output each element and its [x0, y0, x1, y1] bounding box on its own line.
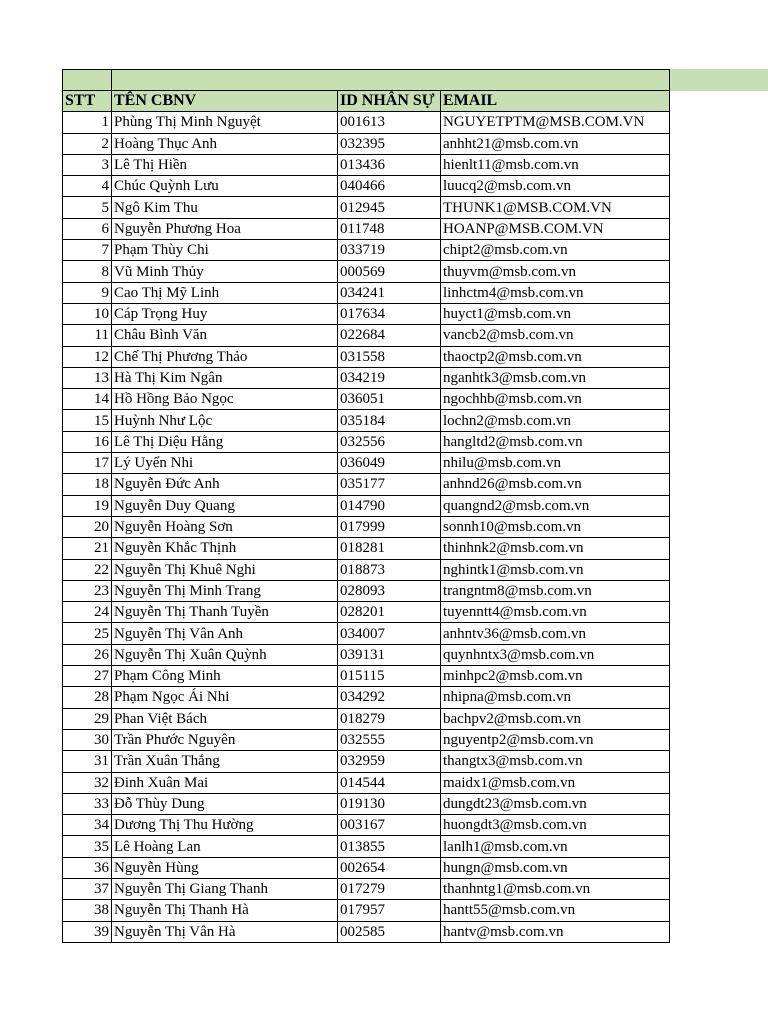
cell-name[interactable]: Đinh Xuân Mai: [112, 772, 338, 793]
cell-id[interactable]: 013855: [338, 836, 441, 857]
table-row: [63, 176, 670, 197]
cell-email[interactable]: thanhntg1@msb.com.vn: [441, 878, 670, 899]
table-row: [63, 389, 670, 410]
cell-email[interactable]: lochn2@msb.com.vn: [441, 410, 670, 431]
table-row: [63, 623, 670, 644]
cell-stt[interactable]: 23: [63, 580, 112, 601]
cell-email[interactable]: thaoctp2@msb.com.vn: [441, 346, 670, 367]
cell-email[interactable]: quangnd2@msb.com.vn: [441, 495, 670, 516]
cell-id[interactable]: 035184: [338, 410, 441, 431]
cell-name[interactable]: Nguyễn Hùng: [112, 857, 338, 878]
banner-cell-stt[interactable]: [63, 70, 112, 91]
table-row: [63, 367, 670, 388]
cell-stt[interactable]: 21: [63, 538, 112, 559]
cell-email[interactable]: anhht21@msb.com.vn: [441, 133, 670, 154]
cell-stt[interactable]: 28: [63, 687, 112, 708]
cell-id[interactable]: 033719: [338, 240, 441, 261]
cell-id[interactable]: 017957: [338, 900, 441, 921]
cell-stt[interactable]: 33: [63, 793, 112, 814]
cell-id[interactable]: 034241: [338, 282, 441, 303]
table-row: [63, 729, 670, 750]
cell-name[interactable]: Châu Bình Văn: [112, 325, 338, 346]
cell-id[interactable]: 028201: [338, 602, 441, 623]
cell-id[interactable]: 034219: [338, 367, 441, 388]
table-row: [63, 708, 670, 729]
cell-email[interactable]: nguyentp2@msb.com.vn: [441, 729, 670, 750]
cell-stt[interactable]: 2: [63, 133, 112, 154]
table-row: [63, 197, 670, 218]
cell-id[interactable]: 003167: [338, 815, 441, 836]
cell-stt[interactable]: 29: [63, 708, 112, 729]
cell-stt[interactable]: 20: [63, 516, 112, 537]
cell-name[interactable]: Hà Thị Kim Ngân: [112, 367, 338, 388]
cell-name[interactable]: Phạm Công Minh: [112, 666, 338, 687]
cell-name[interactable]: Nguyễn Khắc Thịnh: [112, 538, 338, 559]
cell-email[interactable]: nghintk1@msb.com.vn: [441, 559, 670, 580]
table-row: [63, 878, 670, 899]
cell-email[interactable]: lanlh1@msb.com.vn: [441, 836, 670, 857]
cell-stt[interactable]: 15: [63, 410, 112, 431]
table-row: [63, 559, 670, 580]
header-row: [63, 91, 670, 112]
table-row: [63, 431, 670, 452]
cell-name[interactable]: Trần Xuân Thắng: [112, 751, 338, 772]
cell-email[interactable]: quynhntx3@msb.com.vn: [441, 644, 670, 665]
cell-email[interactable]: huyct1@msb.com.vn: [441, 303, 670, 324]
table-row: [63, 261, 670, 282]
cell-email[interactable]: thinhnk2@msb.com.vn: [441, 538, 670, 559]
banner-row: [63, 70, 670, 91]
cell-email[interactable]: tuyenntt4@msb.com.vn: [441, 602, 670, 623]
cell-email[interactable]: bachpv2@msb.com.vn: [441, 708, 670, 729]
cell-stt[interactable]: 39: [63, 921, 112, 942]
cell-name[interactable]: Dương Thị Thu Hường: [112, 815, 338, 836]
cell-name[interactable]: Chúc Quỳnh Lưu: [112, 176, 338, 197]
cell-stt[interactable]: 14: [63, 389, 112, 410]
table-row: [63, 474, 670, 495]
cell-stt[interactable]: 17: [63, 453, 112, 474]
table-row: [63, 538, 670, 559]
table-row: [63, 133, 670, 154]
cell-id[interactable]: 034007: [338, 623, 441, 644]
cell-email[interactable]: dungdt23@msb.com.vn: [441, 793, 670, 814]
cell-email[interactable]: huongdt3@msb.com.vn: [441, 815, 670, 836]
cell-name[interactable]: Nguyễn Thị Vân Hà: [112, 921, 338, 942]
cell-stt[interactable]: 7: [63, 240, 112, 261]
cell-email[interactable]: NGUYETPTM@MSB.COM.VN: [441, 112, 670, 133]
cell-name[interactable]: Nguyễn Hoàng Sơn: [112, 516, 338, 537]
employee-table-body: [63, 70, 670, 943]
header-email[interactable]: EMAIL: [441, 91, 670, 112]
cell-email[interactable]: hungn@msb.com.vn: [441, 857, 670, 878]
header-id[interactable]: ID NHÂN SỰ: [338, 91, 441, 112]
cell-stt[interactable]: 37: [63, 878, 112, 899]
cell-name[interactable]: Đỗ Thùy Dung: [112, 793, 338, 814]
cell-stt[interactable]: 4: [63, 176, 112, 197]
cell-email[interactable]: anhntv36@msb.com.vn: [441, 623, 670, 644]
cell-email[interactable]: linhctm4@msb.com.vn: [441, 282, 670, 303]
cell-email[interactable]: anhnd26@msb.com.vn: [441, 474, 670, 495]
cell-stt[interactable]: 26: [63, 644, 112, 665]
cell-id[interactable]: 022684: [338, 325, 441, 346]
cell-email[interactable]: minhpc2@msb.com.vn: [441, 666, 670, 687]
table-row: [63, 836, 670, 857]
cell-name[interactable]: Nguyễn Thị Xuân Quỳnh: [112, 644, 338, 665]
cell-name[interactable]: Cáp Trọng Huy: [112, 303, 338, 324]
cell-id[interactable]: 015115: [338, 666, 441, 687]
table-row: [63, 112, 670, 133]
cell-name[interactable]: Nguyễn Đức Anh: [112, 474, 338, 495]
cell-id[interactable]: 019130: [338, 793, 441, 814]
table-row: [63, 154, 670, 175]
cell-id[interactable]: 032395: [338, 133, 441, 154]
table-row: [63, 410, 670, 431]
cell-stt[interactable]: 5: [63, 197, 112, 218]
cell-email[interactable]: hantt55@msb.com.vn: [441, 900, 670, 921]
table-row: [63, 921, 670, 942]
cell-email[interactable]: THUNK1@MSB.COM.VN: [441, 197, 670, 218]
cell-id[interactable]: 001613: [338, 112, 441, 133]
table-row: [63, 900, 670, 921]
cell-id[interactable]: 040466: [338, 176, 441, 197]
cell-email[interactable]: nhipna@msb.com.vn: [441, 687, 670, 708]
table-row: [63, 580, 670, 601]
table-row: [63, 346, 670, 367]
table-row: [63, 453, 670, 474]
cell-stt[interactable]: 18: [63, 474, 112, 495]
cell-stt[interactable]: 11: [63, 325, 112, 346]
table-row: [63, 772, 670, 793]
table-row: [63, 644, 670, 665]
cell-name[interactable]: Lê Thị Hiền: [112, 154, 338, 175]
cell-name[interactable]: Nguyễn Thị Minh Trang: [112, 580, 338, 601]
cell-id[interactable]: 012945: [338, 197, 441, 218]
cell-stt[interactable]: 22: [63, 559, 112, 580]
cell-name[interactable]: Cao Thị Mỹ Linh: [112, 282, 338, 303]
table-row: [63, 857, 670, 878]
cell-name[interactable]: Chế Thị Phương Thảo: [112, 346, 338, 367]
cell-id[interactable]: 034292: [338, 687, 441, 708]
table-row: [63, 303, 670, 324]
cell-id[interactable]: 017999: [338, 516, 441, 537]
table-row: [63, 495, 670, 516]
cell-name[interactable]: Phạm Thùy Chi: [112, 240, 338, 261]
cell-id[interactable]: 028093: [338, 580, 441, 601]
cell-id[interactable]: 002585: [338, 921, 441, 942]
cell-email[interactable]: thangtx3@msb.com.vn: [441, 751, 670, 772]
cell-name[interactable]: Nguyễn Thị Khuê Nghi: [112, 559, 338, 580]
table-row: [63, 793, 670, 814]
cell-name[interactable]: Phùng Thị Minh Nguyệt: [112, 112, 338, 133]
cell-id[interactable]: 000569: [338, 261, 441, 282]
cell-name[interactable]: Trần Phước Nguyên: [112, 729, 338, 750]
cell-email[interactable]: ngochhb@msb.com.vn: [441, 389, 670, 410]
table-row: [63, 218, 670, 239]
cell-stt[interactable]: 16: [63, 431, 112, 452]
cell-id[interactable]: 032555: [338, 729, 441, 750]
cell-id[interactable]: 035177: [338, 474, 441, 495]
table-row: [63, 516, 670, 537]
cell-name[interactable]: Hồ Hồng Bảo Ngọc: [112, 389, 338, 410]
header-name[interactable]: TÊN CBNV: [112, 91, 338, 112]
cell-name[interactable]: Nguyễn Thị Thanh Tuyền: [112, 602, 338, 623]
cell-name[interactable]: Nguyễn Phương Hoa: [112, 218, 338, 239]
cell-id[interactable]: 018873: [338, 559, 441, 580]
cell-name[interactable]: Nguyễn Thị Vân Anh: [112, 623, 338, 644]
cell-email[interactable]: hantv@msb.com.vn: [441, 921, 670, 942]
table-row: [63, 815, 670, 836]
cell-id[interactable]: 036051: [338, 389, 441, 410]
cell-email[interactable]: hienlt11@msb.com.vn: [441, 154, 670, 175]
cell-name[interactable]: Lý Uyển Nhi: [112, 453, 338, 474]
cell-email[interactable]: chipt2@msb.com.vn: [441, 240, 670, 261]
cell-email[interactable]: HOANP@MSB.COM.VN: [441, 218, 670, 239]
cell-name[interactable]: Huỳnh Như Lộc: [112, 410, 338, 431]
cell-id[interactable]: 032556: [338, 431, 441, 452]
cell-name[interactable]: Ngô Kim Thu: [112, 197, 338, 218]
table-row: [63, 240, 670, 261]
cell-email[interactable]: vancb2@msb.com.vn: [441, 325, 670, 346]
cell-email[interactable]: nhilu@msb.com.vn: [441, 453, 670, 474]
table-row: [63, 687, 670, 708]
cell-email[interactable]: maidx1@msb.com.vn: [441, 772, 670, 793]
cell-name[interactable]: Lê Hoàng Lan: [112, 836, 338, 857]
cell-id[interactable]: 014544: [338, 772, 441, 793]
cell-stt[interactable]: 3: [63, 154, 112, 175]
cell-stt[interactable]: 8: [63, 261, 112, 282]
cell-email[interactable]: hangltd2@msb.com.vn: [441, 431, 670, 452]
cell-name[interactable]: Nguyễn Duy Quang: [112, 495, 338, 516]
cell-name[interactable]: Lê Thị Diệu Hằng: [112, 431, 338, 452]
table-row: [63, 282, 670, 303]
cell-stt[interactable]: 31: [63, 751, 112, 772]
cell-id[interactable]: 017634: [338, 303, 441, 324]
cell-stt[interactable]: 27: [63, 666, 112, 687]
cell-stt[interactable]: 32: [63, 772, 112, 793]
cell-stt[interactable]: 36: [63, 857, 112, 878]
cell-name[interactable]: Vũ Minh Thủy: [112, 261, 338, 282]
cell-stt[interactable]: 10: [63, 303, 112, 324]
cell-id[interactable]: 018279: [338, 708, 441, 729]
cell-stt[interactable]: 35: [63, 836, 112, 857]
cell-stt[interactable]: 6: [63, 218, 112, 239]
cell-email[interactable]: sonnh10@msb.com.vn: [441, 516, 670, 537]
cell-id[interactable]: 011748: [338, 218, 441, 239]
cell-name[interactable]: Hoàng Thục Anh: [112, 133, 338, 154]
cell-id[interactable]: 018281: [338, 538, 441, 559]
cell-id[interactable]: 002654: [338, 857, 441, 878]
cell-name[interactable]: Phan Việt Bách: [112, 708, 338, 729]
cell-name[interactable]: Phạm Ngọc Ái Nhi: [112, 687, 338, 708]
cell-email[interactable]: luucq2@msb.com.vn: [441, 176, 670, 197]
cell-id[interactable]: 032959: [338, 751, 441, 772]
cell-email[interactable]: trangntm8@msb.com.vn: [441, 580, 670, 601]
cell-stt[interactable]: 9: [63, 282, 112, 303]
cell-name[interactable]: Nguyễn Thị Giang Thanh: [112, 878, 338, 899]
cell-id[interactable]: 017279: [338, 878, 441, 899]
cell-name[interactable]: Nguyễn Thị Thanh Hà: [112, 900, 338, 921]
cell-stt[interactable]: 24: [63, 602, 112, 623]
cell-id[interactable]: 039131: [338, 644, 441, 665]
cell-id[interactable]: 013436: [338, 154, 441, 175]
banner-cell-merged[interactable]: [112, 70, 670, 91]
table-row: [63, 751, 670, 772]
cell-stt[interactable]: 25: [63, 623, 112, 644]
cell-stt[interactable]: 19: [63, 495, 112, 516]
cell-stt[interactable]: 34: [63, 815, 112, 836]
cell-stt[interactable]: 12: [63, 346, 112, 367]
cell-id[interactable]: 031558: [338, 346, 441, 367]
table-row: [63, 602, 670, 623]
cell-stt[interactable]: 1: [63, 112, 112, 133]
cell-email[interactable]: nganhtk3@msb.com.vn: [441, 367, 670, 388]
header-stt[interactable]: STT: [63, 91, 112, 112]
cell-stt[interactable]: 38: [63, 900, 112, 921]
employee-table: [62, 69, 670, 943]
table-row: [63, 325, 670, 346]
cell-id[interactable]: 036049: [338, 453, 441, 474]
cell-stt[interactable]: 13: [63, 367, 112, 388]
cell-email[interactable]: thuyvm@msb.com.vn: [441, 261, 670, 282]
cell-stt[interactable]: 30: [63, 729, 112, 750]
table-row: [63, 666, 670, 687]
cell-id[interactable]: 014790: [338, 495, 441, 516]
